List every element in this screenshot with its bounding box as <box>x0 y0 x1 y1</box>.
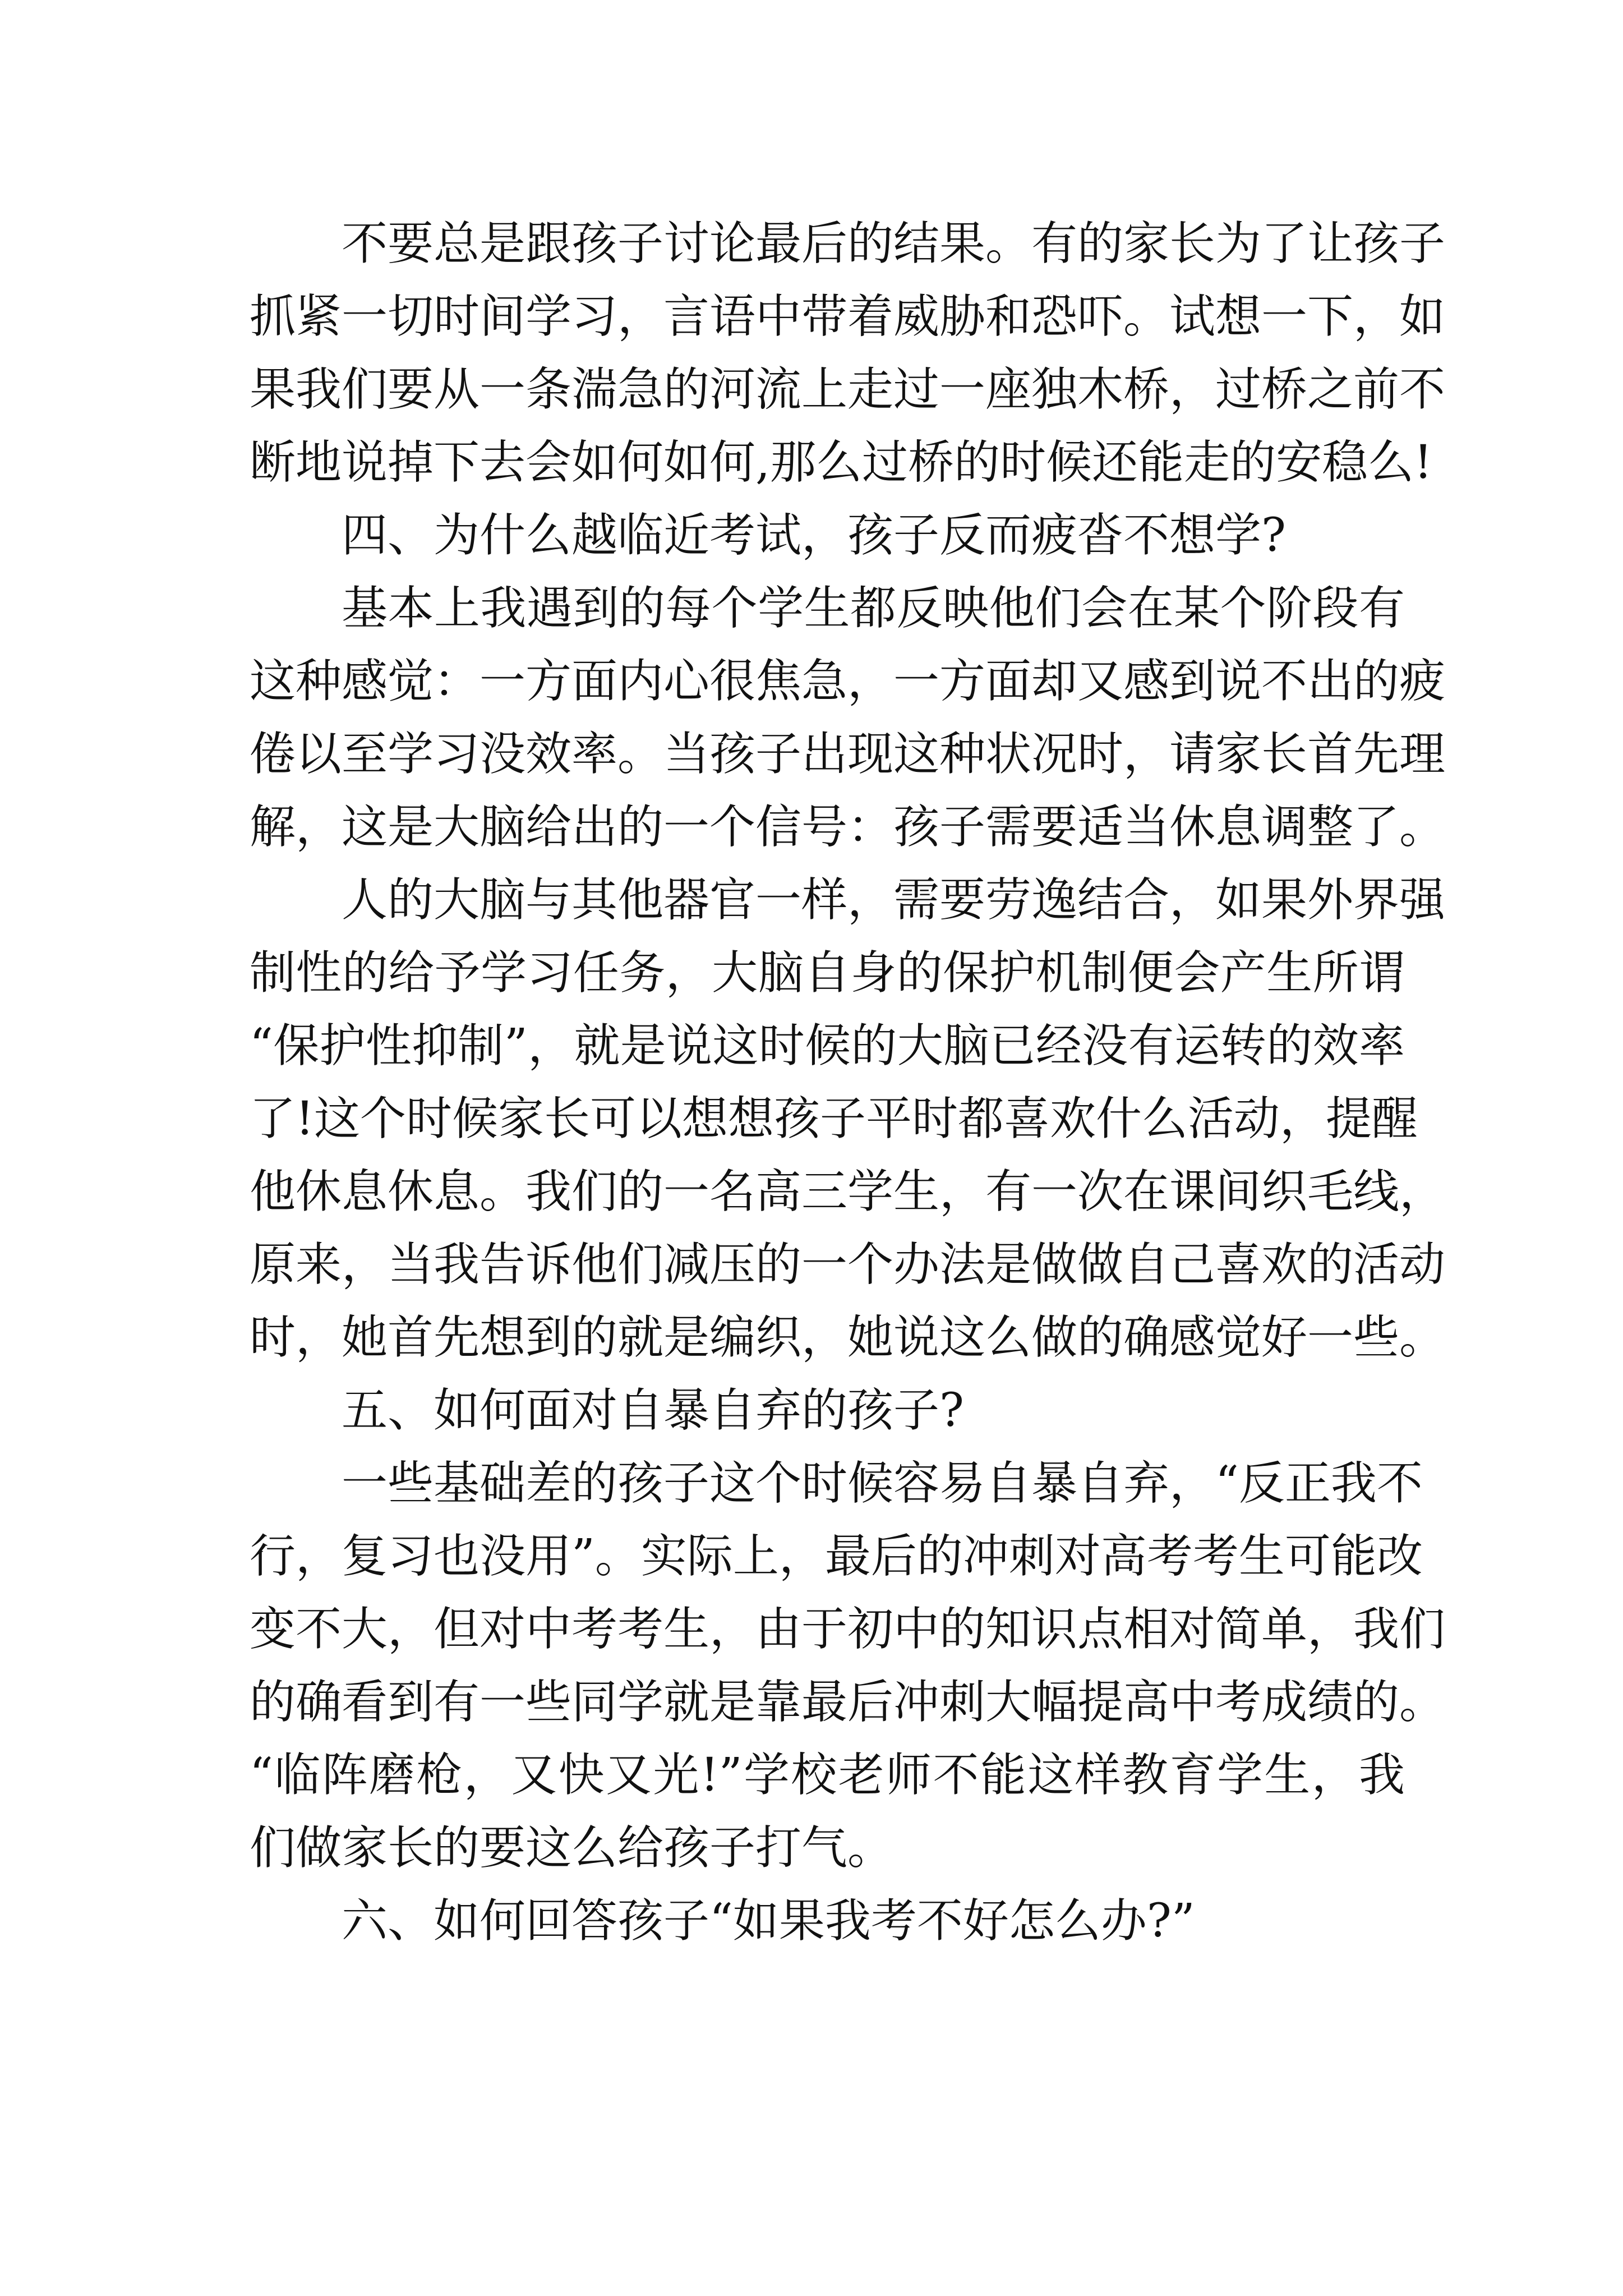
text-line: 制性的给予学习任务，大脑自身的保护机制便会产生所谓 <box>250 946 1405 1000</box>
text-line: 他休息休息。我们的一名高三学生，有一次在课间织毛线， <box>250 1165 1446 1218</box>
heading-line: 四、为什么越临近考试，孩子反而疲沓不想学? <box>342 509 1286 562</box>
text-line: 不要总是跟孩子讨论最后的结果。有的家长为了让孩子 <box>342 217 1446 270</box>
text-line: 人的大脑与其他器官一样，需要劳逸结合，如果外界强 <box>342 873 1446 927</box>
document-body <box>250 208 1446 1958</box>
text-line: 果我们要从一条湍急的河流上走过一座独木桥，过桥之前不 <box>250 363 1446 416</box>
text-line: 们做家长的要这么给孩子打气。 <box>250 1821 894 1875</box>
text-line: 变不大，但对中考考生，由于初中的知识点相对简单，我们 <box>250 1603 1446 1656</box>
paragraph <box>250 864 1446 1374</box>
text-line: 行，复习也没用”。实际上，最后的冲刺对高考考生可能改 <box>250 1530 1423 1583</box>
text-line: 时，她首先想到的就是编织，她说这么做的确感觉好一些。 <box>250 1311 1446 1364</box>
section-heading <box>250 1885 1405 1958</box>
text-line: 这种感觉：一方面内心很焦急，一方面却又感到说不出的疲 <box>250 655 1446 708</box>
paragraph <box>250 1447 1446 1885</box>
text-line: 倦以至学习没效率。当孩子出现这种状况时，请家长首先理 <box>250 728 1446 781</box>
text-line: 的确看到有一些同学就是靠最后冲刺大幅提高中考成绩的。 <box>250 1676 1446 1729</box>
section-heading <box>250 499 1405 572</box>
heading-line: 五、如何面对自暴自弃的孩子? <box>342 1384 964 1437</box>
paragraph <box>250 572 1446 864</box>
text-line: 抓紧一切时间学习，言语中带着威胁和恐吓。试想一下，如 <box>250 290 1446 343</box>
text-line: 了!这个时候家长可以想想孩子平时都喜欢什么活动，提醒 <box>250 1092 1418 1145</box>
text-line: 一些基础差的孩子这个时候容易自暴自弃，“反正我不 <box>342 1457 1423 1510</box>
heading-line: 六、如何回答孩子“如果我考不好怎么办?” <box>342 1894 1195 1948</box>
text-line: 基本上我遇到的每个学生都反映他们会在某个阶段有 <box>342 582 1405 635</box>
paragraph <box>250 208 1446 499</box>
section-heading <box>250 1374 1405 1447</box>
text-line: 原来，当我告诉他们减压的一个办法是做做自己喜欢的活动 <box>250 1238 1446 1291</box>
text-line: 解，这是大脑给出的一个信号：孩子需要适当休息调整了。 <box>250 800 1446 854</box>
text-line: “保护性抑制”，就是说这时候的大脑已经没有运转的效率 <box>250 1019 1405 1073</box>
text-line: “临阵磨枪，又快又光!”学校老师不能这样教育学生，我 <box>250 1749 1405 1802</box>
text-line: 断地说掉下去会如何如何,那么过桥的时候还能走的安稳么! <box>250 436 1433 489</box>
